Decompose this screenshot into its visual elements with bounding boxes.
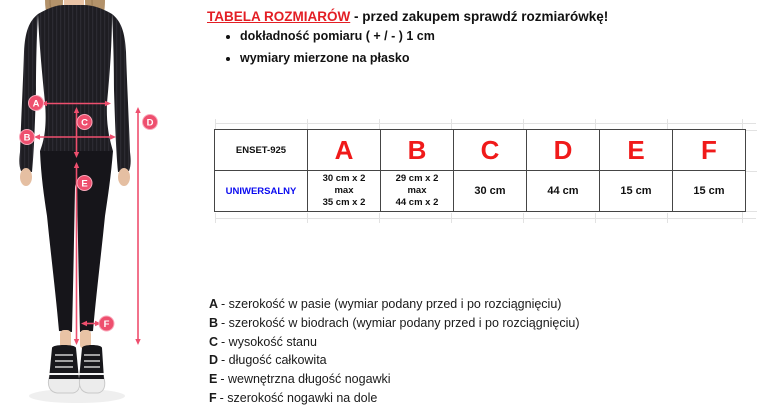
gridline [451, 119, 452, 129]
page-title [207, 9, 608, 24]
legend-text-d: - długość całkowita [221, 353, 327, 368]
size-table-header-row [215, 130, 746, 171]
legend-letter-c: C [209, 334, 219, 349]
legend-text-a: - szerokość w pasie (wymiar podany przed i po rozciągnięciu) [221, 297, 562, 311]
gridline [307, 119, 308, 129]
value-a-line1: 30 cm x 2 [322, 173, 366, 184]
measure-badge-d-letter: D [146, 117, 154, 129]
sweater-left-sleeve [19, 14, 38, 172]
gridline [215, 119, 216, 129]
right-sneaker [79, 345, 105, 393]
value-a-line2: max [334, 185, 354, 196]
size-table-value-row [215, 171, 746, 212]
left-hand [20, 168, 32, 186]
legend-text-e: - wewnętrzna długość nogawki [220, 372, 391, 387]
gridline [667, 213, 668, 223]
gridline [215, 123, 756, 124]
value-cell-b [381, 171, 454, 212]
model-photo [0, 0, 200, 413]
model-figure-svg [0, 0, 200, 413]
gridline [523, 213, 524, 223]
gridline [451, 213, 452, 223]
measure-badge-a [29, 96, 44, 111]
measure-badge-d [143, 115, 158, 130]
legend-letter-f: F [209, 390, 217, 405]
column-header-b: B [381, 130, 454, 171]
value-cell-d: 44 cm [527, 171, 600, 212]
bullet-note-flat: • wymiary mierzone na płasko [240, 50, 435, 67]
size-table-title: TABELA ROZMIARÓW [207, 9, 351, 24]
legend-text-b: - szerokość w biodrach (wymiar podany przed i po rozciągnięciu) [221, 315, 580, 330]
measure-badge-b [20, 130, 35, 145]
value-cell-e: 15 cm [600, 171, 673, 212]
measure-badge-b-letter: B [23, 132, 31, 144]
sweater-right-sleeve [112, 14, 131, 172]
legend-letter-e: E [209, 372, 218, 387]
model-code-cell: ENSET-925 [215, 130, 308, 171]
legend-item-c [209, 333, 580, 352]
gridline [307, 213, 308, 223]
value-b-line3: 44 cm x 2 [395, 197, 439, 208]
measure-badge-f [99, 316, 114, 331]
measure-arrow-d [135, 107, 140, 345]
legend-item-b [209, 314, 580, 333]
legend-letter-d: D [209, 353, 219, 368]
gridline [523, 119, 524, 129]
column-header-d: D [527, 130, 600, 171]
column-header-e: E [600, 130, 673, 171]
size-table-title-suffix: - przed zakupem sprawdź rozmiarówkę! [350, 9, 609, 24]
value-a-line3: 35 cm x 2 [322, 197, 366, 208]
gridline [667, 119, 668, 129]
gridline [379, 213, 380, 223]
legend-text-c: - wysokość stanu [221, 334, 317, 349]
legend-item-d [209, 351, 580, 370]
legend-letter-b: B [209, 315, 219, 330]
legend-letter-a: A [209, 297, 219, 311]
measure-badge-a-letter: A [32, 98, 40, 110]
size-table [214, 129, 746, 212]
measure-badge-c-letter: C [81, 117, 88, 129]
gridline [215, 213, 216, 223]
left-sneaker [48, 345, 79, 393]
sweater-torso-shape [38, 5, 113, 151]
gridline [379, 119, 380, 129]
column-header-f: F [673, 130, 746, 171]
gridline [595, 119, 596, 129]
legend-item-a [209, 295, 580, 314]
measurement-notes [207, 28, 435, 72]
value-cell-f: 15 cm [673, 171, 746, 212]
legend-item-f [209, 389, 580, 408]
measure-badge-e [77, 176, 92, 191]
measurement-legend [209, 295, 580, 408]
value-cell-a [308, 171, 381, 212]
legend-item-e [209, 370, 580, 389]
measure-badge-e-letter: E [81, 178, 88, 190]
value-cell-c: 30 cm [454, 171, 527, 212]
bullet-note-accuracy: • dokładność pomiaru ( + / - ) 1 cm [240, 28, 435, 45]
value-b-line1: 29 cm x 2 [395, 173, 439, 184]
right-hand [118, 168, 130, 186]
size-row-label: UNIWERSALNY [215, 171, 308, 212]
measure-badge-c [77, 115, 92, 130]
column-header-c: C [454, 130, 527, 171]
legend-text-f: - szerokość nogawki na dole [219, 390, 378, 405]
value-b-line2: max [407, 185, 427, 196]
column-header-a: A [308, 130, 381, 171]
gridline [595, 213, 596, 223]
measure-badge-f-letter: F [103, 319, 110, 330]
gridline [215, 218, 756, 219]
